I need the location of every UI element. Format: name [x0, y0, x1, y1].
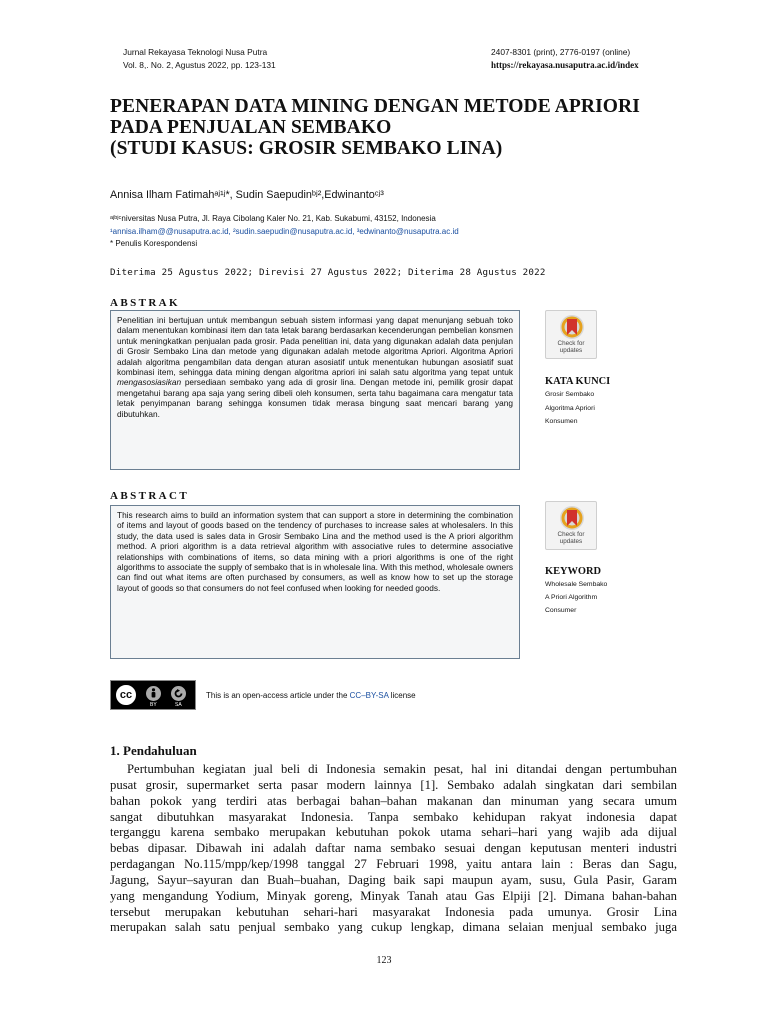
- abstrak-text-part1: Penelitian ini bertujuan untuk membangun sebuah sistem informasi yang dapat menunjang sebuah toko dalam menentukan kombinasi item dan tata letak barang berdasarkan kecenderungan pembelian konsmen untuk meningkatkan penjualan pada grosir. Pada penelitian ini, data yang digunakan adalah data penjulan di Grosir Sembako Lina dan metode yang digunakan adalah metode algoritma Apriori. Algoritma Apriori adalah algoritma pengambilan data dengan aturan asosiatif untuk menentukan hubungan asosiatif suat kombinasi item, sehingga data mining dengan algoritma apriori ini salah satu algoritma yang tepat untuk: [117, 315, 513, 378]
- by-label: BY: [150, 702, 157, 708]
- license-notice: [110, 680, 530, 712]
- check-badge-text: Check for updates: [557, 340, 585, 354]
- abstrak-box: [110, 310, 520, 470]
- by-person-icon: [144, 684, 163, 703]
- journal-name: Jurnal Rekayasa Teknologi Nusa Putra: [123, 47, 268, 57]
- check-for-updates-badge[interactable]: [545, 501, 597, 550]
- corresponding-note: * Penulis Korespondensi: [110, 239, 198, 248]
- body-line: terganggu karena sembako merupakan kebutuhan pokok utama sehari–hari yang wajib ada dijual: [110, 825, 677, 840]
- license-link[interactable]: CC–BY-SA: [349, 691, 389, 700]
- submission-dates: Diterima 25 Agustus 2022; Direvisi 27 Agustus 2022; Diterima 28 Agustus 2022: [110, 267, 546, 278]
- journal-header: [123, 46, 276, 72]
- body-line: merupakan salah satu penjual sembako yang cukup lengkap, dimana selaian menjual sembako juga: [110, 920, 677, 935]
- journal-issn: 2407-8301 (print), 2776-0197 (online): [491, 47, 631, 57]
- sa-label: SA: [175, 702, 182, 708]
- keyword-item: Konsumen: [545, 418, 578, 425]
- affiliation-institution: ᵃʲᵇʲᶜniversitas Nusa Putra, Jl. Raya Cibolang Kaler No. 21, Kab. Sukabumi, 43152, Indonesia: [110, 214, 436, 223]
- journal-header-right: [491, 46, 639, 72]
- abstrak-italic-term: mengasosiasikan: [117, 377, 182, 388]
- title-line: (STUDI KASUS: GROSIR SEMBAKO LINA): [110, 138, 503, 159]
- journal-volume: Vol. 8,. No. 2, Agustus 2022, pp. 123-131: [123, 60, 276, 70]
- cc-by-sa-badge[interactable]: [110, 680, 196, 710]
- keyword-heading: KEYWORD: [545, 566, 601, 577]
- body-line: bahan pokok yang terdiri atas berbagai bahan–bahan makanan dan minuman yang secara umum: [110, 793, 677, 808]
- check-for-updates-badge[interactable]: [545, 310, 597, 359]
- keyword-item: Wholesale Sembako: [545, 581, 608, 588]
- affiliations: [110, 213, 459, 251]
- author-list: Annisa Ilham Fatimahᵃʲ¹ʲ*, Sudin Saepudinᵇʲ²,Edwinantoᶜʲ³: [110, 189, 384, 201]
- paper-title: [110, 96, 710, 159]
- check-badge-text: Check for updates: [557, 531, 585, 545]
- keyword-item: Consumer: [545, 607, 577, 614]
- title-line: PENERAPAN DATA MINING DENGAN METODE APRIORI: [110, 96, 640, 117]
- kata-kunci-heading: KATA KUNCI: [545, 376, 611, 387]
- bookmark-icon: [559, 505, 585, 531]
- body-line: bebas dipasar. Dibawah ini adalah daftar nama sembako sesuai dengan keputusan menteri industri: [110, 841, 677, 856]
- abstrak-text-part2: persediaan sembako yang ada di grosir lina. Dengan metode ini, pemilik grosir dapat mengetahui barang apa saja yang sering dibeli oleh konsumen, serta tahu bagaimana cara mengatur tata letak penyimpanan barang sehingga konsumen tidak merasa bingung saat mencari barang yang dibutuhkan.: [117, 377, 513, 419]
- section-heading: 1. Pendahuluan: [110, 743, 197, 758]
- keyword-item: Grosir Sembako: [545, 391, 595, 398]
- cc-icon: cc: [114, 683, 138, 707]
- title-line: PADA PENJUALAN SEMBAKO: [110, 117, 392, 138]
- license-text: This is an open-access article under the CC–BY-SA license: [206, 691, 416, 700]
- keyword-item: A Priori Algorithm: [545, 594, 598, 601]
- body-line: tersebut merupakan kebutuhan sehari-hari masyarakat Indonesia pada umunya. Grosir Lina: [110, 904, 677, 919]
- abstrak-heading: ABSTRAK: [110, 297, 180, 309]
- body-line: perdagangan No.115/mpp/kep/1998 tanggal 27 Februari 1998, yaitu antara lain : Beras dan Sagu,: [110, 857, 677, 872]
- share-alike-icon: [169, 684, 188, 703]
- section-body: [110, 762, 677, 936]
- body-line: Jagung, Sayur–sayuran dan Buah–buahan, Daging baik sapi maupun ayam, susu, Gula Pasir, Garam: [110, 872, 677, 887]
- body-line: sangat dibutuhkan masyarakat Indonesia. Tanpa sembako kehidupan rakyat indonesia dapat: [110, 809, 677, 824]
- body-line: yang mengandung Yodium, Minyak goreng, Minyak Tanah atau Gas Elpiji [2]. Dimana bahan-bahan: [110, 888, 677, 903]
- body-line: pusat grosir, supermarket serta pasar modern lainnya [1]. Sembako adalah singkatan dari sembilan: [110, 777, 677, 792]
- journal-url[interactable]: https://rekayasa.nusaputra.ac.id/index: [491, 60, 639, 70]
- abstract-heading: ABSTRACT: [110, 490, 190, 502]
- author-emails[interactable]: ¹annisa.ilham@@nusaputra.ac.id, ²sudin.saepudin@nusaputra.ac.id, ³edwinanto@nusaputra.ac.id: [110, 226, 459, 236]
- body-line: Pertumbuhan kegiatan jual beli di Indonesia semakin pesat, hal ini ditandai dengan pertumbuhan: [127, 762, 677, 776]
- abstract-box: This research aims to build an information system that can support a store in determining the combination of items and layout of goods based on the tendency of purchases to increase sales at wholesalers. In this study, the data used is sales data in Grosir Sembako Lina and the method used is the A priori algorithm method. A priori algorithm is a data retrieval algorithm with associative rules to determine associative relationships with combinations of items, so data mining with a priori algorithms is one of the right algorithms to associate the supply of sembako that is in wholesale lina. With this method, wholesale owners can find out what items are often purchased by consumers, as well as know how to set up the storage layout of goods so that consumers do not feel confused when looking for needed goods.: [110, 505, 520, 659]
- page-number: 123: [376, 955, 392, 966]
- keyword-item: Algoritma Apriori: [545, 405, 595, 412]
- bookmark-icon: [559, 314, 585, 340]
